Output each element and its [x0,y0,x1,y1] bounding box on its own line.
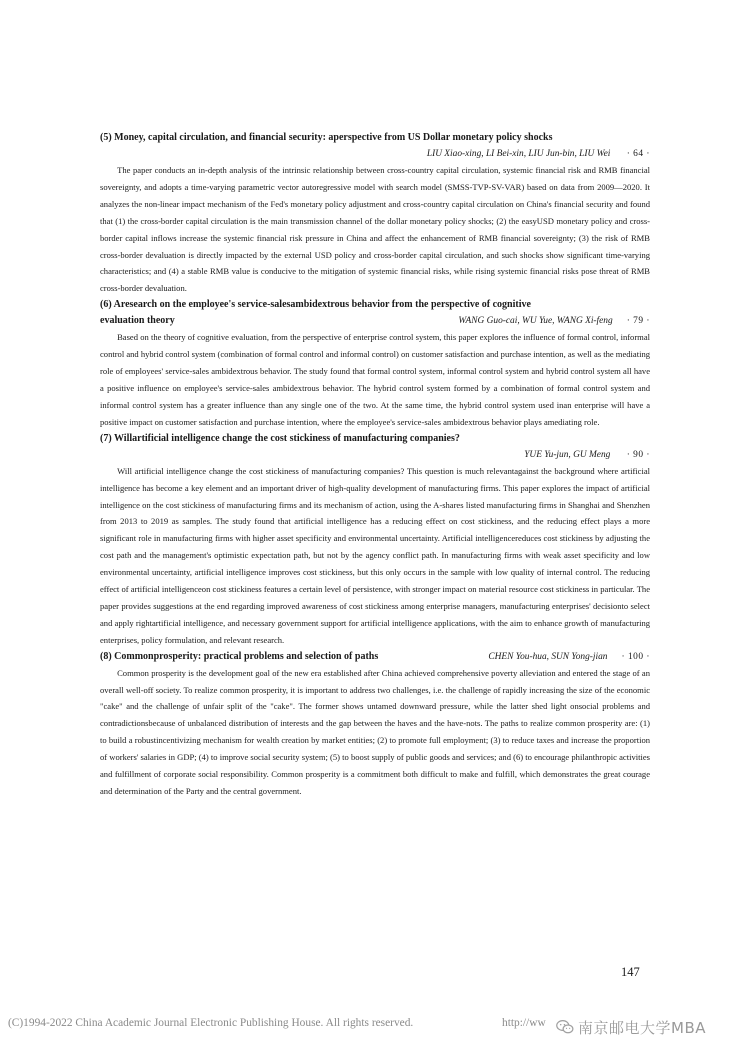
article-byline [458,313,650,329]
article-abstract: Common prosperity is the development goal of the new era established after China achieved comprehensive poverty alleviation and entered the stage of an overall well-off society. To realize common prosperity, it is important to address two challenges, i.e. the challenge of rapidly increasing the size of the economic "cake" and the challenge of unfair split of the "cake". The former shows untamed downward pressure, while the latter shed light onsocial problems and contradictionsbecause of unbalanced distribution of interests and the gap between the haves and the have-nots. The paths to realize common prosperity are: (1) to build a robustincentivizing mechanism for wealth creation by market entities; (2) to promote full employment; (3) to reduce taxes and increase the proportion of workers' salaries in GDP; (4) to improve social security system; (5) to boost supply of public goods and services; and (6) to encourage philanthropic activities and fulfillment of corporate social responsibility. Common prosperity is a commitment both difficult to make and fulfill, which demonstrates the great courage and determination of the Party and the central government. [100,667,650,796]
article-authors: CHEN You-hua, SUN Yong-jian [488,651,608,662]
page-number: 147 [621,965,640,979]
article-entry-6 [100,297,650,430]
publisher-url: http://ww [502,1017,546,1029]
article-title-continued [100,313,650,329]
article-byline [100,447,650,463]
article-title-row [100,649,650,665]
article-authors: YUE Yu-jun, GU Meng [524,449,611,460]
page-footer [0,1015,750,1039]
watermark-text: 南京邮电大学MBA [578,1018,706,1037]
article-title: (8) Commonprosperity: practical problems and selection of paths [100,650,379,662]
article-abstract: Based on the theory of cognitive evaluation, from the perspective of enterprise control system, this paper explores the influence of formal control, informal control and hybrid control system (combination of formal control and informal control) on customer satisfaction and purchase intention, as well as the mediating role of employees' service-sales ambidextrous behavior. The study found that formal control system, informal control system and hybrid control system all have a positive influence on employee's service-sales ambidextrous behavior. The hybrid control system formed by a combination of formal control system and informal control system has a greater influence than any single one of the two. At the same time, the hybrid control system used inan enterprise will have a positive impact on customer satisfaction and purchase intention, where the employee's service-sales ambidextrous behavior plays amediating role. [100,332,650,427]
article-entry-5 [100,130,650,297]
article-page: · 100 · [621,651,650,662]
article-entry-8 [100,649,650,800]
article-abstract: The paper conducts an in-depth analysis of the intrinsic relationship between cross-country capital circulation, systemic financial risk and RMB financial sovereignty, and adopts a time-varying parametric vector autoregressive model with search model (SMSS-TVP-SV-VAR) based on data from 2009—2020. It analyzes the non-linear impact mechanism of the Fed's monetary policy adjustment and cross-country capital circulation on China's financial security and found that (1) the cross-border capital circulation is the main transmission channel of the dollar monetary policy shocks; (2) the easyUSD monetary policy and cross-border capital inflows increase the systemic financial risk pressure in China and affect the enhancement of RMB financial sovereignty; (3) the risk of RMB cross-border devaluation is directly impacted by the external USD policy and cross-border capital circulation, and such shocks show significant time-varying characteristics; and (4) a stable RMB value is conducive to the mitigation of systemic financial risks, while rising systemic financial risks pose threat of RMB cross-border devaluation. [100,165,650,294]
article-page: · 90 · [626,449,650,460]
article-authors: WANG Guo-cai, WU Yue, WANG Xi-feng [458,316,613,327]
article-entry-7 [100,431,650,649]
article-byline [100,146,650,162]
copyright-notice: (C)1994-2022 China Academic Journal Electronic Publishing House. All rights reserved. [8,1017,414,1029]
article-abstract: Will artificial intelligence change the cost stickiness of manufacturing companies? This question is much relevantagainst the background where artificial intelligence has become a key element and an important driver of high-quality development of manufacturing firms. This paper explores the impact of artificial intelligence on the cost stickiness of manufacturing firms and its mechanism of action, using the A-shares listed manufacturing firms in Shanghai and Shenzhen from 2013 to 2019 as samples. The study found that artificial intelligence has a reducing effect on cost stickiness, and the reducing effect plays a more significant role in manufacturing firms with higher asset specificity and environmental uncertainty. Artificial intelligencereduces cost stickiness by adjusting the cost path and the management's optimistic expectation path, but not by the agency conflict path. In manufacturing firms with weak asset specificity and low environmental uncertainty, artificial intelligence improves cost stickiness, but this only occurs in the sample with low quality of internal control. The reducing effect of artificial intelligenceon cost stickiness features a certain level of persistence, with stronger impact on material resource cost stickiness in particular. The paper provides suggestions at the end regarding improved awareness of cost stickiness among enterprise managers, manufacturing enterprises' decisionto select and apply rightartificial intelligence, and necessary government support for artificial intelligence applications, with the aim to enhance growth of manufacturing enterprises, policy formulation, and relevant research. [100,465,650,645]
article-authors: LIU Xiao-xing, LI Bei-xin, LIU Jun-bin, LIU Wei [426,149,611,159]
article-title: (5) Money, capital circulation, and financial security: aperspective from US Dollar monetary policy shocks [100,132,553,143]
wechat-icon [556,1019,574,1035]
article-page: · 79 · [626,316,650,327]
article-page: · 64 · [626,149,650,159]
abstract-list [100,130,650,800]
article-byline [488,649,650,665]
article-title: (7) Willartificial intelligence change the cost stickiness of manufacturing companies? [100,432,460,444]
wechat-watermark [556,1015,712,1039]
article-title-line2: evaluation theory [100,315,175,327]
article-title: (6) Aresearch on the employee's service-salesambidextrous behavior from the perspective of cognitive [100,299,531,311]
